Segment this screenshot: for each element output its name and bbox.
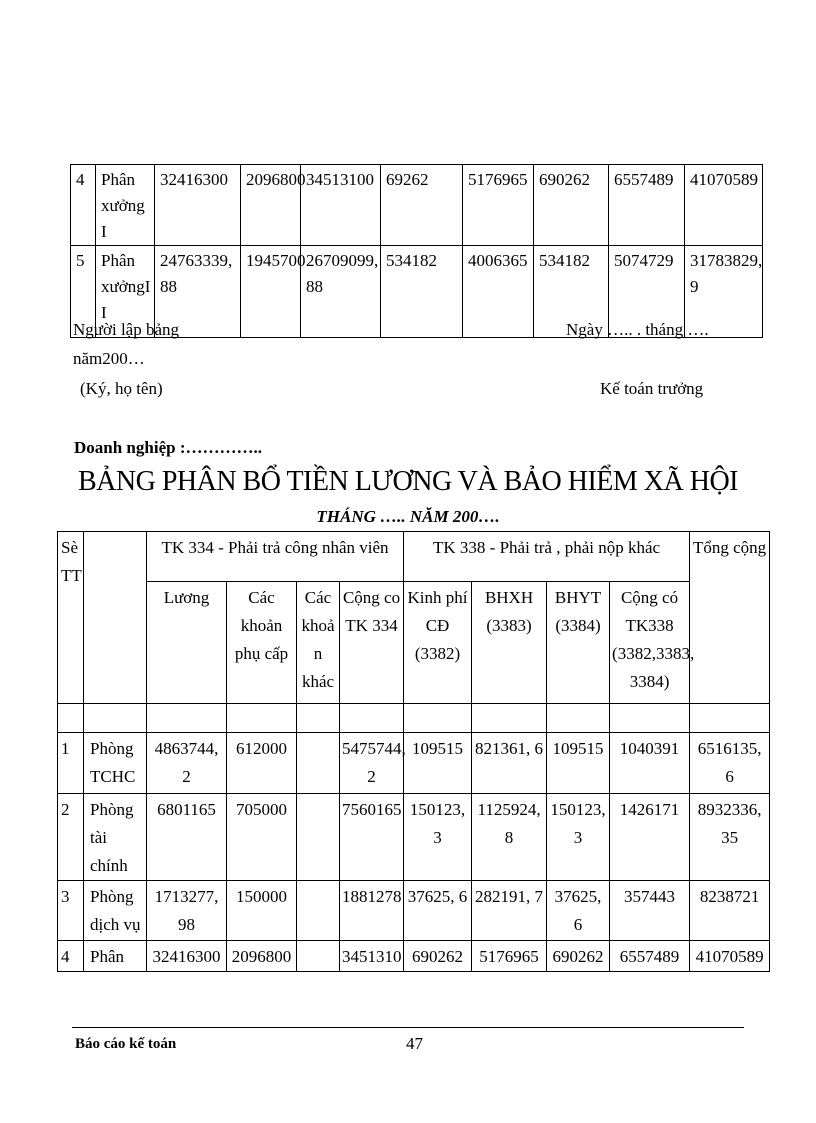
stt-cell: 1 (58, 733, 84, 794)
header-cong334: Cộng co TK 334 (340, 582, 404, 704)
value-cell: 534182 (534, 246, 609, 338)
header-phucap: Các khoản phụ cấp (227, 582, 297, 704)
value-cell: 4006365 (463, 246, 534, 338)
value-cell: 109515 (547, 733, 610, 794)
value-cell: 690262 (534, 165, 609, 246)
stt-cell: 2 (58, 794, 84, 881)
empty-row (58, 704, 770, 733)
header-total: Tổng cộng (690, 532, 770, 704)
value-cell: 6557489 (610, 941, 690, 972)
value-cell: 150000 (227, 881, 297, 941)
header-bhyt: BHYT (3384) (547, 582, 610, 704)
table-row (58, 794, 770, 881)
value-cell: 7560165 (340, 794, 404, 881)
value-cell: 69262 (381, 165, 463, 246)
value-cell: 1713277, 98 (147, 881, 227, 941)
value-cell (297, 881, 340, 941)
table-row (58, 941, 770, 972)
value-cell: 32416300 (155, 165, 241, 246)
name-cell: Phòng dịch vụ (84, 881, 147, 941)
year-line: năm200… (73, 349, 145, 368)
preparer-label: Người lập bảng (73, 320, 180, 339)
value-cell: 1125924, 8 (472, 794, 547, 881)
value-cell (297, 941, 340, 972)
value-cell: 5176965 (463, 165, 534, 246)
value-cell (297, 733, 340, 794)
header-kpcd: Kinh phí CĐ (3382) (404, 582, 472, 704)
header-khac: Các khoả n khác (297, 582, 340, 704)
value-cell: 5176965 (472, 941, 547, 972)
page-subtitle: THÁNG ….. NĂM 200…. (316, 507, 500, 526)
value-cell: 150123, 3 (547, 794, 610, 881)
date-line: Ngày ….. . tháng …. (566, 320, 709, 339)
header-tk338: TK 338 - Phải trả , phải nộp khác (404, 532, 690, 582)
allocation-table-continuation (70, 164, 763, 338)
value-cell: 2096800 (241, 165, 301, 246)
value-cell: 6801165 (147, 794, 227, 881)
name-cell: Phân (84, 941, 147, 972)
header-name (84, 532, 147, 704)
enterprise-label: Doanh nghiệp :………….. (74, 438, 262, 457)
stt-cell: 4 (71, 165, 96, 246)
value-cell: 5074729 (609, 246, 685, 338)
sign-note: (Ký, họ tên) (80, 379, 163, 398)
value-cell: 34513100 (301, 165, 381, 246)
table-row (58, 733, 770, 794)
value-cell: 690262 (547, 941, 610, 972)
value-cell: 32416300 (147, 941, 227, 972)
value-cell: 690262 (404, 941, 472, 972)
header-cong338: Cộng có TK338 (3382,3383, 3384) (610, 582, 690, 704)
footer-divider (72, 1027, 744, 1028)
name-cell: Phân xưởng I (96, 165, 155, 246)
stt-cell: 5 (71, 246, 96, 338)
header-row (58, 582, 770, 704)
header-luong: Lương (147, 582, 227, 704)
table-row (71, 165, 763, 246)
value-cell: 705000 (227, 794, 297, 881)
value-cell (297, 794, 340, 881)
header-stt: Sè TT (58, 532, 84, 704)
value-cell: 1945700 (241, 246, 301, 338)
page-title: BẢNG PHÂN BỔ TIỀN LƯƠNG VÀ BẢO HIỂM XÃ HỘI (77, 466, 738, 497)
header-tk334: TK 334 - Phải trả công nhân viên (147, 532, 404, 582)
value-cell: 6516135, 6 (690, 733, 770, 794)
stt-cell: 3 (58, 881, 84, 941)
value-cell: 8932336, 35 (690, 794, 770, 881)
header-bhxh: BHXH (3383) (472, 582, 547, 704)
value-cell: 109515 (404, 733, 472, 794)
value-cell: 150123, 3 (404, 794, 472, 881)
value-cell: 4863744, 2 (147, 733, 227, 794)
value-cell: 282191, 7 (472, 881, 547, 941)
value-cell: 37625, 6 (547, 881, 610, 941)
value-cell: 534182 (381, 246, 463, 338)
chief-accountant-label: Kế toán trưởng (600, 379, 704, 398)
name-cell: Phòng tài chính (84, 794, 147, 881)
header-row (58, 532, 770, 582)
table-row (58, 881, 770, 941)
name-cell: Phòng TCHC (84, 733, 147, 794)
value-cell: 612000 (227, 733, 297, 794)
value-cell: 821361, 6 (472, 733, 547, 794)
stt-cell: 4 (58, 941, 84, 972)
value-cell: 5475744, 2 (340, 733, 404, 794)
value-cell: 31783829, 9 (685, 246, 763, 338)
value-cell: 1881278 (340, 881, 404, 941)
value-cell: 1426171 (610, 794, 690, 881)
value-cell: 2096800 (227, 941, 297, 972)
value-cell: 3451310 (340, 941, 404, 972)
value-cell: 24763339, 88 (155, 246, 241, 338)
value-cell: 26709099, 88 (301, 246, 381, 338)
footer-label: Báo cáo kế toán (75, 1036, 177, 1052)
value-cell: 357443 (610, 881, 690, 941)
value-cell: 8238721 (690, 881, 770, 941)
value-cell: 6557489 (609, 165, 685, 246)
value-cell: 1040391 (610, 733, 690, 794)
page-number: 47 (406, 1034, 423, 1053)
value-cell: 41070589 (685, 165, 763, 246)
value-cell: 37625, 6 (404, 881, 472, 941)
value-cell: 41070589 (690, 941, 770, 972)
name-cell: Phân xưởngI I (96, 246, 155, 338)
salary-allocation-table (57, 531, 770, 972)
